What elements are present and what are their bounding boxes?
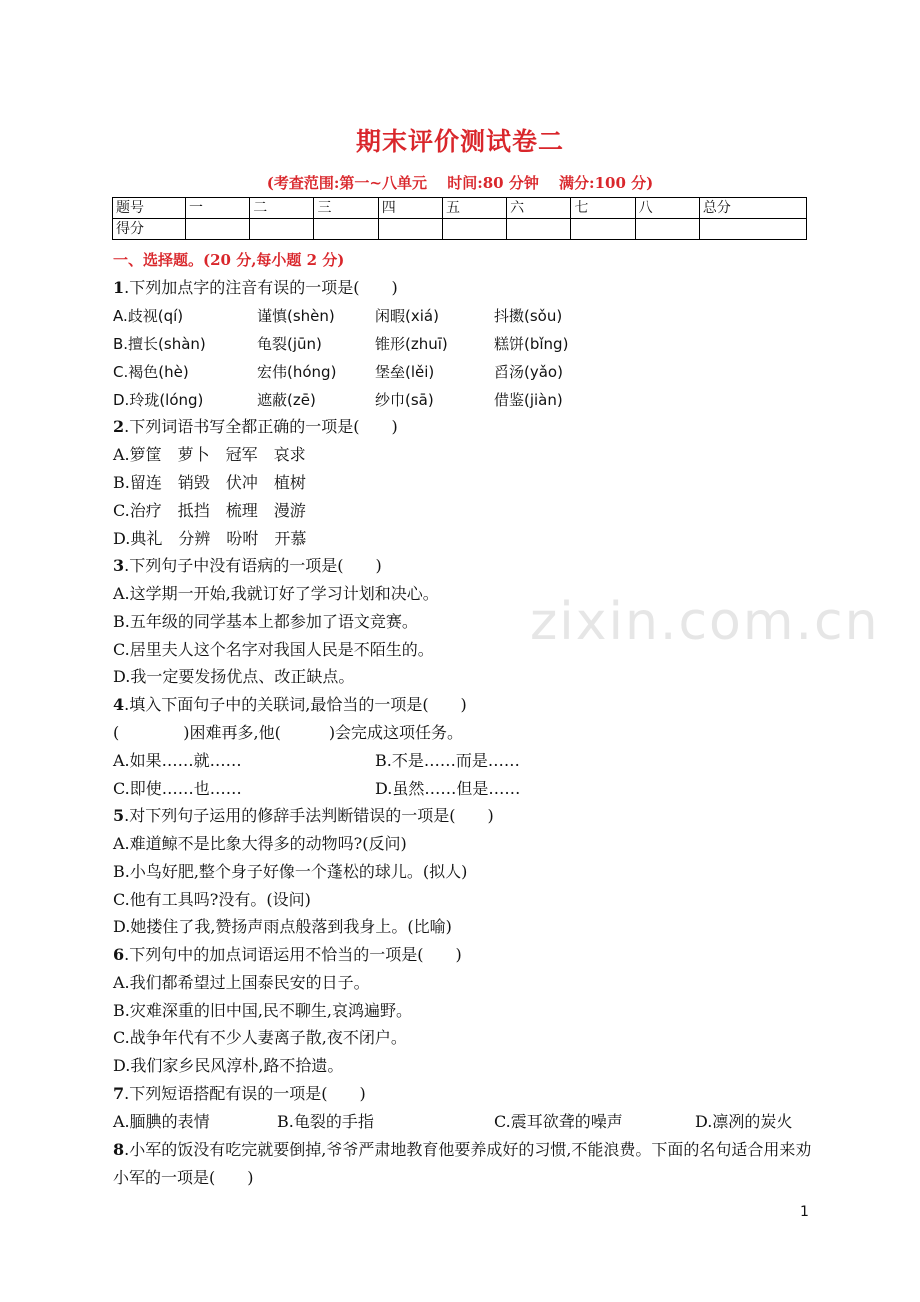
option-a[interactable]: A.难道鲸不是比象大得多的动物吗?(反问) xyxy=(113,834,407,853)
option-d[interactable]: D.我一定要发扬优点、改正缺点。 xyxy=(113,667,355,686)
page-title: 期末评价测试卷二 xyxy=(355,127,564,156)
score-cell[interactable] xyxy=(699,219,806,240)
option-b[interactable]: B.灾难深重的旧中国,民不聊生,哀鸿遍野。 xyxy=(113,1001,413,1020)
table-cell: 七 xyxy=(571,198,635,219)
score-table xyxy=(112,197,807,240)
option-b[interactable]: B.留连 销毁 伏冲 植树 xyxy=(113,473,306,492)
option-c-2: 宏伟(hóng) xyxy=(257,363,337,381)
option-b-2: 龟裂(jūn) xyxy=(257,335,322,353)
option-a-3: 闲暇(xiá) xyxy=(375,307,439,325)
option-b[interactable]: B.不是……而是…… xyxy=(375,751,520,770)
option-d[interactable]: D.她搂住了我,赞扬声雨点般落到我身上。(比喻) xyxy=(113,917,452,936)
table-cell: 八 xyxy=(635,198,699,219)
question-stem: 1.下列加点字的注音有误的一项是( ) xyxy=(113,278,398,297)
question-stem: 8.小军的饭没有吃完就要倒掉,爷爷严肃地教育他要养成好的习惯,不能浪费。下面的名句适合用来劝小军的一项是( ) xyxy=(113,1140,812,1187)
question-stem: 5.对下列句子运用的修辞手法判断错误的一项是( ) xyxy=(113,806,494,825)
option-d[interactable]: D.典礼 分辨 吩咐 开慕 xyxy=(113,529,307,548)
table-cell: 总分 xyxy=(699,198,806,219)
option-a[interactable]: A.我们都希望过上国泰民安的日子。 xyxy=(113,973,370,992)
option-a-4: 抖擞(sǒu) xyxy=(494,307,563,325)
option-b[interactable]: B.龟裂的手指 xyxy=(277,1112,374,1131)
option-c-1[interactable]: C.褐色(hè) xyxy=(113,363,189,381)
option-a-1[interactable]: A.歧视(qí) xyxy=(113,307,184,325)
score-table-score-row xyxy=(113,219,807,240)
table-cell: 一 xyxy=(186,198,250,219)
score-table-header-row xyxy=(113,198,807,219)
option-a-2: 谨慎(shèn) xyxy=(257,307,335,325)
score-cell[interactable] xyxy=(378,219,442,240)
option-b-4: 糕饼(bǐng) xyxy=(494,335,569,353)
score-cell[interactable] xyxy=(186,219,250,240)
option-d[interactable]: D.我们家乡民风淳朴,路不拾遗。 xyxy=(113,1056,344,1075)
watermark: zixin.com.cn xyxy=(530,592,880,652)
option-c[interactable]: C.治疗 抵挡 梳理 漫游 xyxy=(113,501,306,520)
exam-info: (考查范围:第一~八单元 时间:80 分钟 满分:100 分) xyxy=(266,174,654,192)
option-a[interactable]: A.如果……就…… xyxy=(113,751,242,770)
option-b-3: 锥形(zhuī) xyxy=(375,335,448,353)
table-cell: 得分 xyxy=(113,219,186,240)
score-cell[interactable] xyxy=(635,219,699,240)
option-c[interactable]: C.即使……也…… xyxy=(113,779,242,798)
table-cell: 四 xyxy=(378,198,442,219)
table-cell: 二 xyxy=(250,198,314,219)
option-c-4: 舀汤(yǎo) xyxy=(494,363,563,381)
option-a[interactable]: A.箩筐 萝卜 冠军 哀求 xyxy=(113,445,306,464)
score-cell[interactable] xyxy=(442,219,506,240)
option-d[interactable]: D.凛冽的炭火 xyxy=(695,1112,793,1131)
section-heading: 一、选择题。(20 分,每小题 2 分) xyxy=(113,251,345,269)
option-c[interactable]: C.战争年代有不少人妻离子散,夜不闭户。 xyxy=(113,1028,407,1047)
option-b-1[interactable]: B.擅长(shàn) xyxy=(113,335,206,353)
table-cell: 五 xyxy=(442,198,506,219)
option-c[interactable]: C.震耳欲聋的噪声 xyxy=(494,1112,623,1131)
question-stem: 7.下列短语搭配有误的一项是( ) xyxy=(113,1084,366,1103)
option-b[interactable]: B.小鸟好肥,整个身子好像一个蓬松的球儿。(拟人) xyxy=(113,862,468,881)
question-stem: 3.下列句子中没有语病的一项是( ) xyxy=(113,556,382,575)
option-d[interactable]: D.虽然……但是…… xyxy=(375,779,521,798)
question-stem: 6.下列句中的加点词语运用不恰当的一项是( ) xyxy=(113,945,462,964)
option-d-3: 纱巾(sā) xyxy=(375,391,434,409)
option-d-4: 借鉴(jiàn) xyxy=(494,391,563,409)
option-c-3: 堡垒(lěi) xyxy=(375,363,435,381)
option-b[interactable]: B.五年级的同学基本上都参加了语文竞赛。 xyxy=(113,612,418,631)
table-cell: 三 xyxy=(314,198,378,219)
question-stem: 2.下列词语书写全都正确的一项是( ) xyxy=(113,417,398,436)
option-d-1[interactable]: D.玲珑(lóng) xyxy=(113,391,204,409)
page-number: 1 xyxy=(800,1204,809,1220)
question-stem: 4.填入下面句子中的关联词,最恰当的一项是( ) xyxy=(113,695,467,714)
option-c[interactable]: C.居里夫人这个名字对我国人民是不陌生的。 xyxy=(113,640,434,659)
score-cell[interactable] xyxy=(571,219,635,240)
score-cell[interactable] xyxy=(250,219,314,240)
option-a[interactable]: A.腼腆的表情 xyxy=(113,1112,210,1131)
table-cell: 六 xyxy=(507,198,571,219)
score-cell[interactable] xyxy=(507,219,571,240)
table-cell: 题号 xyxy=(113,198,186,219)
fill-in-sentence: ( )困难再多,他( )会完成这项任务。 xyxy=(113,723,464,742)
option-d-2: 遮蔽(zē) xyxy=(257,391,316,409)
option-a[interactable]: A.这学期一开始,我就订好了学习计划和决心。 xyxy=(113,584,439,603)
option-c[interactable]: C.他有工具吗?没有。(设问) xyxy=(113,890,311,909)
score-cell[interactable] xyxy=(314,219,378,240)
